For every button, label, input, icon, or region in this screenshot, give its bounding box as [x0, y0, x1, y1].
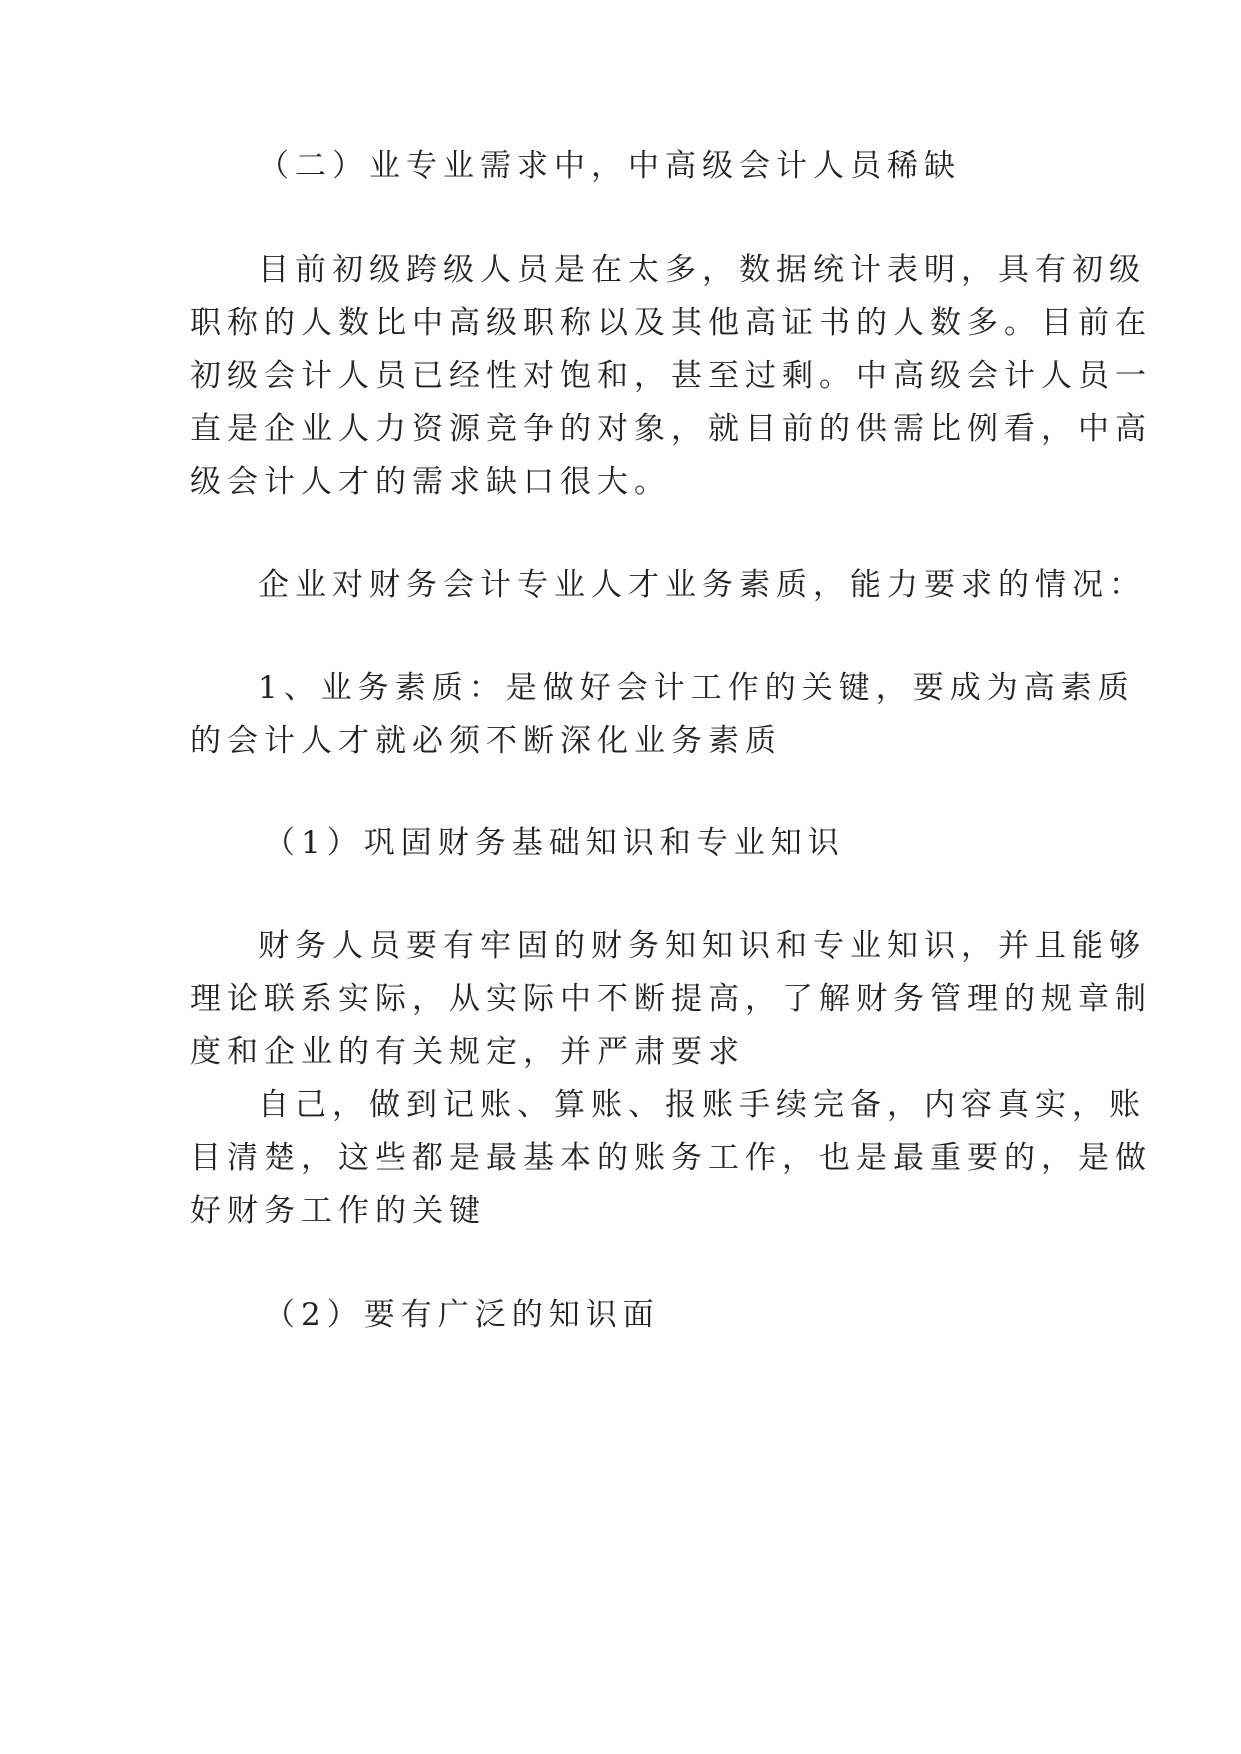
paragraph-1-line-1: 目前初级跨级人员是在太多，数据统计表明，具有初级	[258, 252, 1146, 288]
paragraph-1-line-2: 职称的人数比中高级职称以及其他高证书的人数多。目前在	[190, 305, 1152, 341]
item-1-line-2: 的会计人才就必须不断深化业务素质	[190, 723, 782, 759]
paragraph-1-line-4: 直是企业人力资源竞争的对象，就目前的供需比例看，中高	[190, 411, 1152, 447]
paragraph-1-line-5: 级会计人才的需求缺口很大。	[190, 464, 671, 500]
paragraph-3-line-6: 好财务工作的关键	[190, 1193, 486, 1229]
paragraph-3-line-5: 目清楚，这些都是最基本的账务工作，也是最重要的，是做	[190, 1140, 1152, 1176]
paragraph-1-line-3: 初级会计人员已经性对饱和，甚至过剩。中高级会计人员一	[190, 358, 1152, 394]
paragraph-3-line-3: 度和企业的有关规定，并严肃要求	[190, 1034, 745, 1070]
paragraph-3-line-2: 理论联系实际，从实际中不断提高，了解财务管理的规章制	[190, 981, 1152, 1017]
paragraph-2: 企业对财务会计专业人才业务素质，能力要求的情况：	[258, 567, 1146, 603]
section-heading-2: （二）业专业需求中，中高级会计人员稀缺	[258, 148, 961, 184]
paragraph-3-line-1: 财务人员要有牢固的财务知知识和专业知识，并且能够	[258, 928, 1146, 964]
item-1-line-1: 1、业务素质：是做好会计工作的关键，要成为高素质	[258, 670, 1135, 706]
subitem-1-heading: （1）巩固财务基础知识和专业知识	[264, 825, 845, 861]
subitem-2-heading: （2）要有广泛的知识面	[264, 1297, 660, 1333]
paragraph-3-line-4: 自己，做到记账、算账、报账手续完备，内容真实，账	[258, 1087, 1146, 1123]
